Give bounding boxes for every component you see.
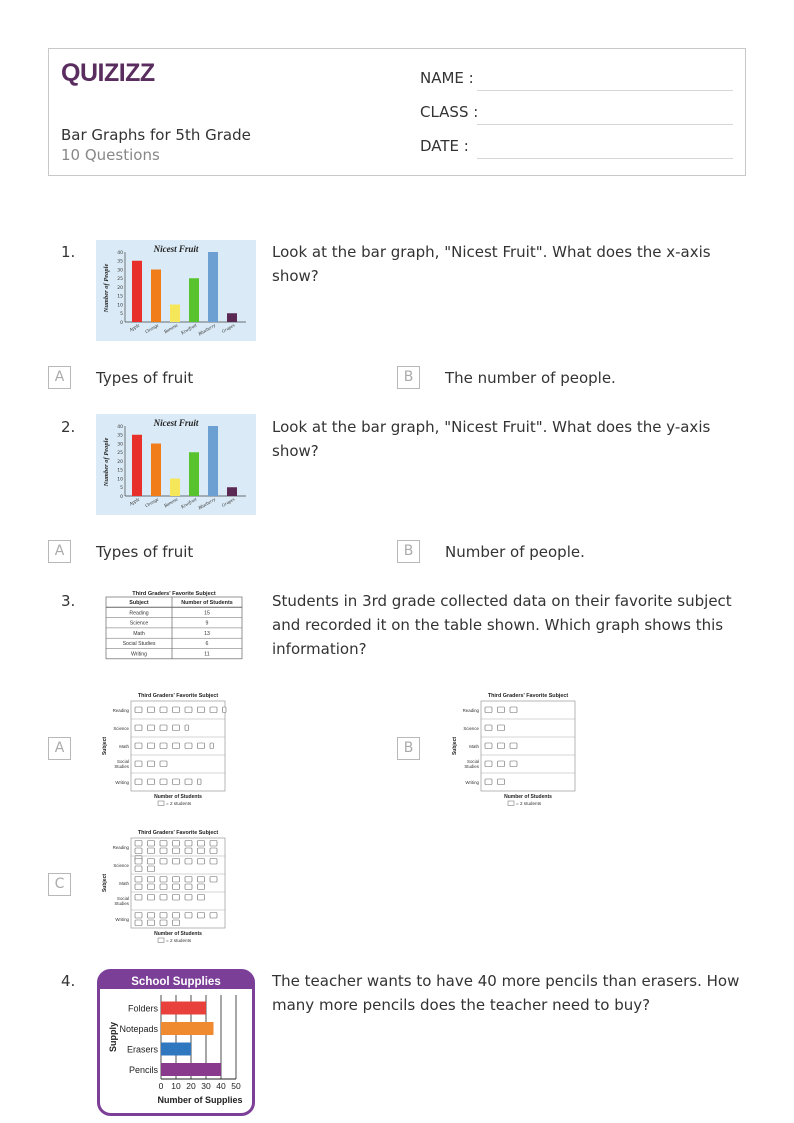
worksheet-title: Bar Graphs for 5th Grade — [61, 126, 251, 144]
book-icon — [185, 743, 192, 749]
option-a-box[interactable]: A — [48, 737, 71, 760]
pictograph-row-label: Reading — [462, 708, 479, 713]
y-tick-label: Folders — [127, 1003, 158, 1014]
bar-grapes — [227, 313, 237, 322]
table-title: Third Graders' Favorite Subject — [132, 591, 216, 597]
fruit-bar-chart — [96, 240, 256, 341]
y-tick-label: 30 — [117, 268, 123, 274]
y-tick-label: 35 — [117, 259, 123, 265]
x-tick-label: Apple — [128, 497, 141, 508]
book-icon — [173, 707, 180, 713]
bar-notepads — [161, 1022, 214, 1035]
book-icon — [148, 761, 155, 767]
book-icon — [148, 895, 155, 901]
book-icon — [135, 707, 142, 713]
book-icon — [148, 779, 155, 785]
pictograph-title: Third Graders' Favorite Subject — [137, 693, 219, 699]
pictograph-x-label: Number of Students — [504, 794, 552, 800]
x-tick-label: Apple — [128, 323, 141, 334]
fruit-bar-chart — [96, 414, 256, 515]
table-cell: 11 — [204, 651, 210, 658]
book-icon — [185, 877, 192, 883]
pictograph-key: = 2 students — [166, 938, 192, 943]
book-icon — [173, 884, 180, 890]
book-icon — [135, 779, 142, 785]
book-icon — [135, 841, 142, 847]
book-icon — [160, 895, 167, 901]
y-tick-label: 20 — [117, 459, 123, 465]
book-icon — [198, 841, 205, 847]
table-cell: Social Studies — [122, 641, 156, 648]
option-a-text[interactable]: Types of fruit — [96, 543, 194, 561]
option-b-box[interactable]: B — [397, 540, 420, 563]
pictograph-key: = 2 students — [516, 801, 542, 806]
book-icon — [185, 859, 192, 865]
book-icon — [498, 779, 505, 785]
book-icon — [223, 707, 227, 713]
pictograph-x-label: Number of Students — [154, 931, 202, 937]
x-tick-label: Blueberry — [197, 323, 217, 338]
chart-title: Nicest Fruit — [153, 418, 199, 428]
book-icon — [173, 920, 180, 926]
book-icon — [185, 725, 189, 731]
book-icon — [485, 779, 492, 785]
book-icon — [210, 913, 217, 919]
book-icon — [210, 707, 217, 713]
book-icon — [210, 848, 217, 854]
x-tick-label: 0 — [158, 1081, 164, 1091]
pictograph-row-label: Science — [113, 726, 129, 731]
book-icon — [135, 877, 142, 883]
x-tick-label: Banana — [163, 497, 179, 510]
book-icon — [510, 743, 517, 749]
y-tick-label: 25 — [117, 277, 123, 283]
book-icon — [510, 707, 517, 713]
pictograph-row-label: Science — [113, 863, 129, 868]
book-icon — [198, 877, 205, 883]
pictograph-y-label: Subject — [102, 873, 108, 893]
book-icon — [135, 743, 142, 749]
key-book-icon — [158, 938, 164, 943]
pictograph-row-label: Math — [119, 744, 129, 749]
option-c-box[interactable]: C — [48, 873, 71, 896]
book-icon — [148, 743, 155, 749]
book-icon — [135, 761, 142, 767]
x-tick-label: Grapes — [221, 323, 236, 335]
book-icon — [485, 707, 492, 713]
book-icon — [210, 859, 217, 865]
chart-title: School Supplies — [131, 976, 221, 988]
book-icon — [485, 743, 492, 749]
pictograph-grid — [481, 701, 575, 791]
y-tick-label: 25 — [117, 451, 123, 457]
pictograph-row-label: Reading — [112, 845, 129, 850]
book-icon — [485, 725, 492, 731]
pictograph-row-label: Social — [117, 759, 129, 764]
question-count: 10 Questions — [61, 146, 160, 164]
book-icon — [210, 877, 217, 883]
option-a-box[interactable]: A — [48, 540, 71, 563]
question-number: 4. — [61, 972, 76, 990]
chart-title: Nicest Fruit — [153, 244, 199, 254]
x-tick-label: Kiwifruit — [180, 323, 198, 337]
x-tick-label: 50 — [231, 1081, 241, 1091]
pictograph-key: = 2 students — [166, 801, 192, 806]
class-label: CLASS : — [420, 103, 479, 121]
pictograph-row-label: Reading — [112, 708, 129, 713]
book-icon — [185, 848, 192, 854]
book-icon — [485, 761, 492, 767]
y-tick-label: 0 — [120, 494, 123, 500]
option-b-pictograph[interactable] — [450, 690, 580, 808]
pictograph-y-label: Subject — [102, 736, 108, 756]
book-icon — [185, 841, 192, 847]
pictograph-y-label: Subject — [452, 736, 458, 756]
book-icon — [173, 913, 180, 919]
book-icon — [510, 761, 517, 767]
x-tick-label: Blueberry — [197, 497, 217, 512]
book-icon — [160, 913, 167, 919]
book-icon — [160, 877, 167, 883]
question-text: Look at the bar graph, "Nicest Fruit". What does the x-axis show? — [272, 243, 711, 285]
y-axis-label: Number of People — [103, 263, 110, 313]
book-icon — [160, 841, 167, 847]
book-icon — [160, 920, 167, 926]
pictograph-row-label: Writing — [115, 917, 129, 922]
pictograph-x-label: Number of Students — [154, 794, 202, 800]
table-cell: 13 — [204, 630, 210, 637]
table-cell: 6 — [205, 641, 209, 648]
pictograph-row-label: Math — [119, 881, 129, 886]
book-icon — [198, 884, 205, 890]
y-tick-label: 10 — [117, 303, 123, 309]
table-cell: Writing — [130, 651, 148, 658]
bar-erasers — [161, 1043, 191, 1056]
bar-grapes — [227, 487, 237, 496]
bar-blueberry — [208, 252, 218, 322]
book-icon — [185, 779, 192, 785]
book-icon — [198, 779, 202, 785]
book-icon — [498, 707, 505, 713]
book-icon — [198, 743, 205, 749]
school-supplies-chart — [97, 969, 255, 1116]
pictograph-row-label: Studies — [114, 764, 129, 769]
book-icon — [198, 859, 205, 865]
worksheet-header — [48, 48, 746, 176]
book-icon — [148, 913, 155, 919]
book-icon — [185, 895, 192, 901]
question-text: Look at the bar graph, "Nicest Fruit". What does the y-axis show? — [272, 418, 711, 460]
book-icon — [198, 895, 205, 901]
option-a-text[interactable]: Types of fruit — [96, 369, 194, 387]
option-b-text[interactable]: Number of people. — [445, 543, 585, 561]
y-tick-label: 0 — [120, 320, 123, 326]
pictograph-title: Third Graders' Favorite Subject — [137, 830, 219, 836]
class-line[interactable] — [477, 124, 733, 125]
pictograph-row-label: Writing — [465, 780, 479, 785]
book-icon — [160, 743, 167, 749]
y-tick-label: 10 — [117, 477, 123, 483]
y-tick-label: Erasers — [126, 1044, 158, 1055]
y-tick-label: 40 — [117, 424, 123, 430]
x-tick-label: Kiwifruit — [180, 497, 198, 511]
y-axis-label: Number of People — [103, 437, 110, 487]
book-icon — [135, 866, 142, 872]
book-icon — [173, 743, 180, 749]
book-icon — [135, 920, 142, 926]
book-icon — [198, 913, 205, 919]
y-tick-label: 20 — [117, 285, 123, 291]
book-icon — [160, 884, 167, 890]
bar-pencils — [161, 1063, 221, 1076]
y-axis-label: Supply — [108, 1021, 118, 1053]
bar-banana — [170, 479, 180, 497]
book-icon — [198, 707, 205, 713]
pictograph-row-label: Social — [117, 896, 129, 901]
book-icon — [210, 841, 217, 847]
y-tick-label: 15 — [117, 468, 123, 474]
pictograph-row-label: Studies — [114, 901, 129, 906]
book-icon — [148, 866, 155, 872]
book-icon — [135, 859, 142, 865]
y-tick-label: 30 — [117, 442, 123, 448]
y-tick-label: 40 — [117, 250, 123, 256]
book-icon — [498, 743, 505, 749]
book-icon — [198, 848, 205, 854]
book-icon — [173, 841, 180, 847]
table-cell: Math — [133, 630, 145, 637]
key-book-icon — [158, 801, 164, 806]
bar-orange — [151, 270, 161, 323]
book-icon — [173, 877, 180, 883]
bar-folders — [161, 1002, 206, 1015]
bar-blueberry — [208, 426, 218, 496]
option-b-text[interactable]: The number of people. — [445, 369, 616, 387]
name-label: NAME : — [420, 69, 474, 87]
bar-kiwifruit — [189, 452, 199, 496]
book-icon — [135, 884, 142, 890]
x-tick-label: 10 — [171, 1081, 181, 1091]
book-icon — [160, 859, 167, 865]
question-number: 1. — [61, 243, 76, 261]
y-tick-label: 5 — [120, 486, 123, 492]
book-icon — [185, 707, 192, 713]
bar-banana — [170, 305, 180, 323]
favorite-subject-table — [103, 588, 245, 662]
question-number: 3. — [61, 592, 76, 610]
option-c-pictograph[interactable] — [100, 827, 230, 945]
name-line[interactable] — [477, 90, 733, 91]
y-tick-label: Pencils — [128, 1065, 158, 1075]
bar-apple — [132, 435, 142, 496]
pictograph-row-label: Math — [469, 744, 479, 749]
book-icon — [135, 895, 142, 901]
book-icon — [135, 913, 142, 919]
pictograph-row-label: Social — [467, 759, 479, 764]
book-icon — [173, 895, 180, 901]
y-tick-label: Notepads — [119, 1024, 158, 1034]
book-icon — [135, 848, 142, 854]
table-cell: 15 — [204, 610, 210, 617]
book-icon — [160, 848, 167, 854]
book-icon — [160, 779, 167, 785]
book-icon — [160, 725, 167, 731]
book-icon — [160, 707, 167, 713]
table-header: Subject — [129, 600, 149, 606]
book-icon — [173, 859, 180, 865]
x-tick-label: Orange — [144, 323, 160, 336]
question-number: 2. — [61, 418, 76, 436]
book-icon — [185, 884, 192, 890]
book-icon — [210, 743, 214, 749]
x-tick-label: Grapes — [221, 497, 236, 509]
bar-kiwifruit — [189, 278, 199, 322]
option-b-box[interactable]: B — [397, 737, 420, 760]
option-a-box[interactable]: A — [48, 366, 71, 389]
key-book-icon — [508, 801, 514, 806]
book-icon — [173, 779, 180, 785]
book-icon — [148, 725, 155, 731]
pictograph-row-label: Science — [463, 726, 479, 731]
x-tick-label: Orange — [144, 497, 160, 510]
book-icon — [498, 725, 505, 731]
table-header: Number of Students — [181, 600, 233, 606]
question-text: Students in 3rd grade collected data on their favorite subject and recorded it on the table shown. Which graph shows this information? — [272, 592, 732, 658]
book-icon — [160, 761, 167, 767]
x-tick-label: 30 — [201, 1081, 211, 1091]
date-line[interactable] — [477, 158, 733, 159]
table-cell: Reading — [129, 610, 149, 617]
date-label: DATE : — [420, 137, 469, 155]
book-icon — [135, 725, 142, 731]
x-tick-label: 20 — [186, 1081, 196, 1091]
book-icon — [148, 877, 155, 883]
book-icon — [498, 761, 505, 767]
y-tick-label: 15 — [117, 294, 123, 300]
table-cell: 9 — [205, 620, 209, 627]
table-cell: Science — [129, 620, 149, 627]
book-icon — [148, 841, 155, 847]
pictograph-row-label: Writing — [115, 780, 129, 785]
option-b-box[interactable]: B — [397, 366, 420, 389]
book-icon — [148, 707, 155, 713]
y-tick-label: 35 — [117, 433, 123, 439]
book-icon — [148, 884, 155, 890]
x-axis-label: Number of Supplies — [157, 1095, 243, 1105]
pictograph-title: Third Graders' Favorite Subject — [487, 693, 569, 699]
pictograph-row-label: Studies — [464, 764, 479, 769]
option-a-pictograph[interactable] — [100, 690, 230, 808]
book-icon — [185, 913, 192, 919]
book-icon — [148, 859, 155, 865]
y-tick-label: 5 — [120, 312, 123, 318]
book-icon — [173, 725, 180, 731]
book-icon — [148, 920, 155, 926]
bar-orange — [151, 444, 161, 497]
question-text: The teacher wants to have 40 more pencils than erasers. How many more pencils does the teacher need to buy? — [272, 972, 740, 1014]
quizizz-logo: QUIZIZZ — [61, 59, 155, 87]
x-tick-label: 40 — [216, 1081, 226, 1091]
bar-apple — [132, 261, 142, 322]
book-icon — [173, 848, 180, 854]
book-icon — [148, 848, 155, 854]
x-tick-label: Banana — [163, 323, 179, 336]
